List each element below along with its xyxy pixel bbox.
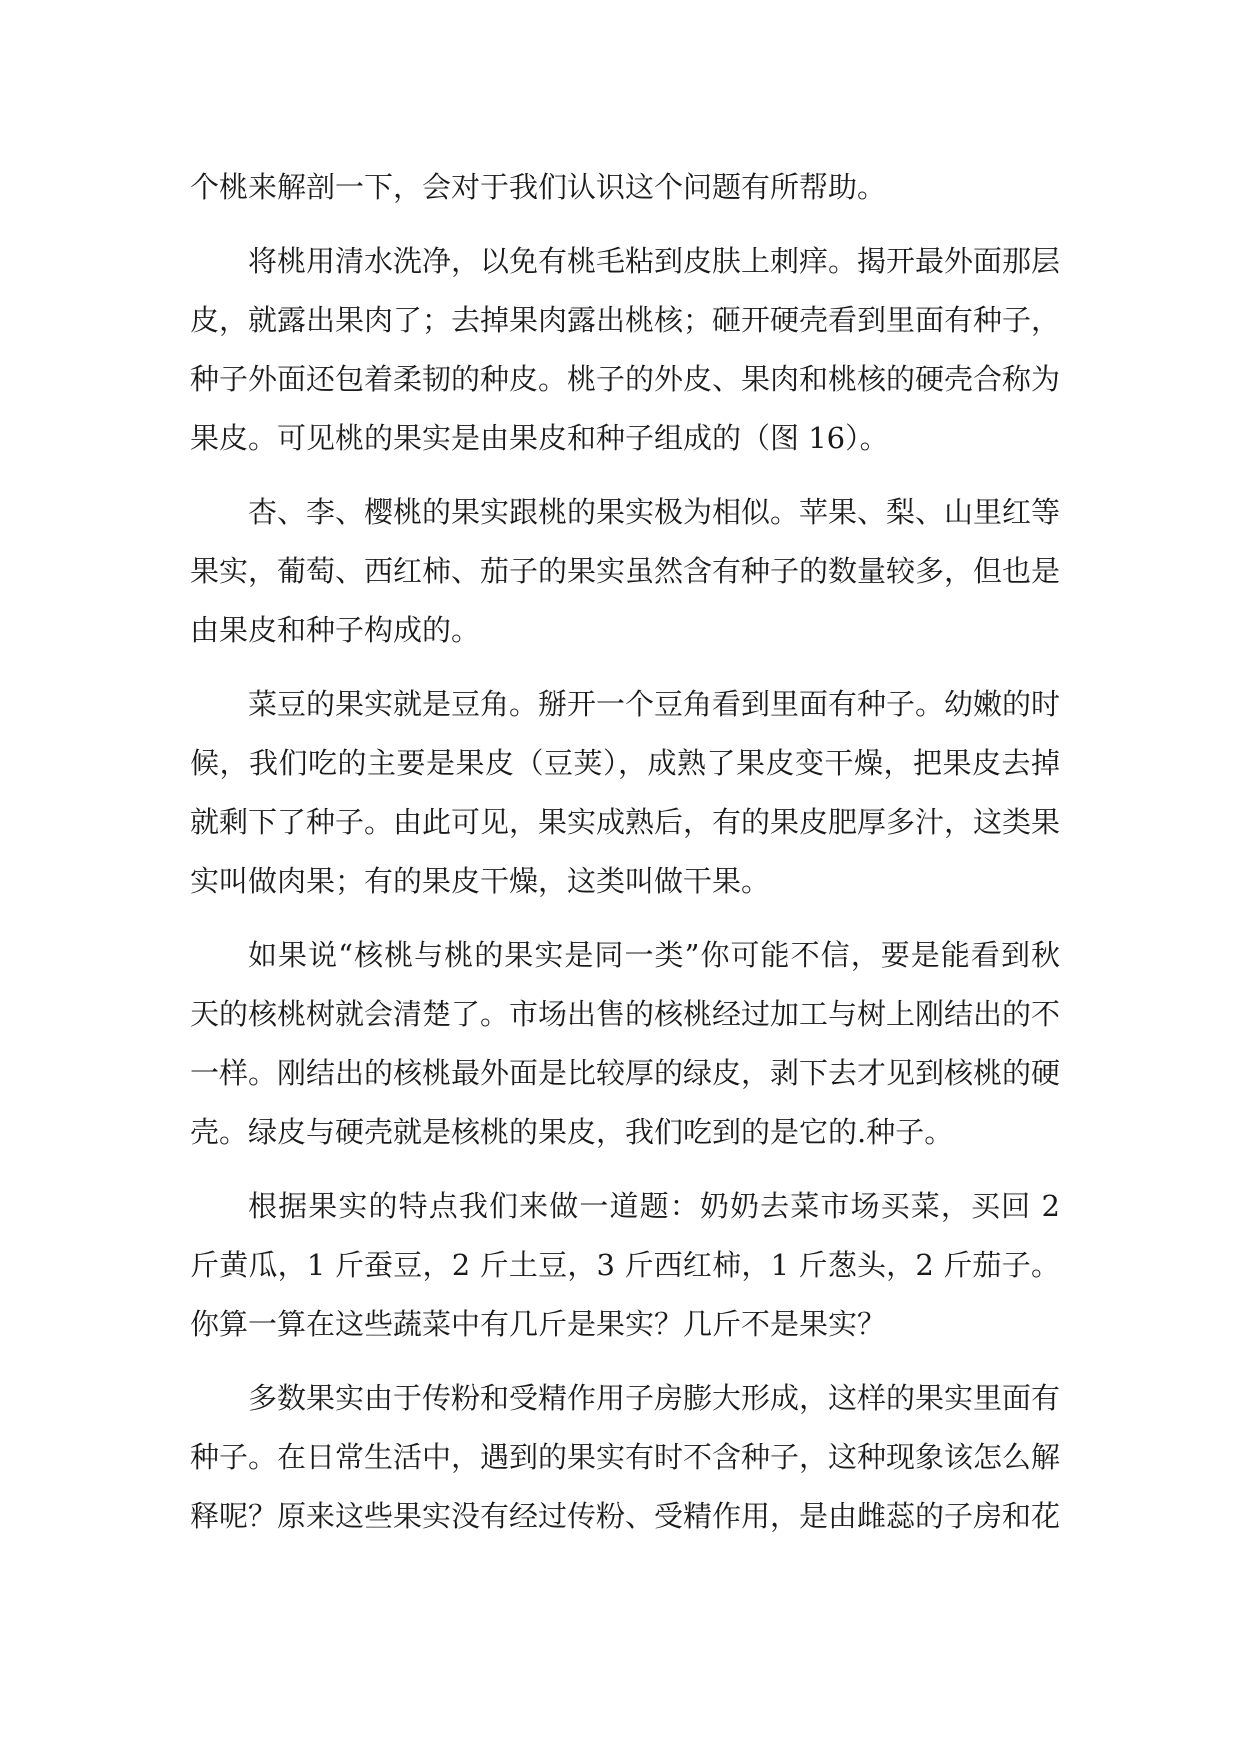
paragraph-5: 如果说“核桃与桃的果实是同一类”你可能不信，要是能看到秋天的核桃树就会清楚了。市场出售的核桃经过加工与树上刚结出的不一样。刚结出的核桃最外面是比较厚的绿皮，剥下去才见到核桃的硬壳。绿皮与硬壳就是核桃的果皮，我们吃到的是它的.种子。 [190,938,1061,1149]
paragraph-2: 将桃用清水洗净，以免有桃毛粘到皮肤上刺痒。揭开最外面那层皮，就露出果肉了；去掉果肉露出桃核；砸开硬壳看到里面有种子，种子外面还包着柔韧的种皮。桃子的外皮、果肉和桃核的硬壳合称为果皮。可见桃的果实是由果皮和种子组成的（图 16）。 [190,244,1061,455]
paragraph-6: 根据果实的特点我们来做一道题：奶奶去菜市场买菜，买回 2 斤黄瓜，1 斤蚕豆，2 斤土豆，3 斤西红柿，1 斤葱头，2 斤茄子。你算一算在这些蔬菜中有几斤是果实？几斤不是果实？ [190,1189,1060,1341]
paragraph-3: 杏、李、樱桃的果实跟桃的果实极为相似。苹果、梨、山里红等果实，葡萄、西红柿、茄子的果实虽然含有种子的数量较多，但也是由果皮和种子构成的。 [190,495,1061,647]
paragraph-7: 多数果实由于传粉和受精作用子房膨大形成，这样的果实里面有种子。在日常生活中，遇到的果实有时不含种子，这种现象该怎么解释呢？原来这些果实没有经过传粉、受精作用，是由雌蕊的子房和花 [190,1381,1061,1533]
paragraph-4: 菜豆的果实就是豆角。掰开一个豆角看到里面有种子。幼嫩的时候，我们吃的主要是果皮（豆荚），成熟了果皮变干燥，把果皮去掉就剩下了种子。由此可见，果实成熟后，有的果皮肥厚多汁，这类果实叫做肉果；有的果皮干燥，这类叫做干果。 [190,687,1061,898]
document-body [190,158,1060,1561]
paragraph-1: 个桃来解剖一下，会对于我们认识这个问题有所帮助。 [190,170,887,204]
